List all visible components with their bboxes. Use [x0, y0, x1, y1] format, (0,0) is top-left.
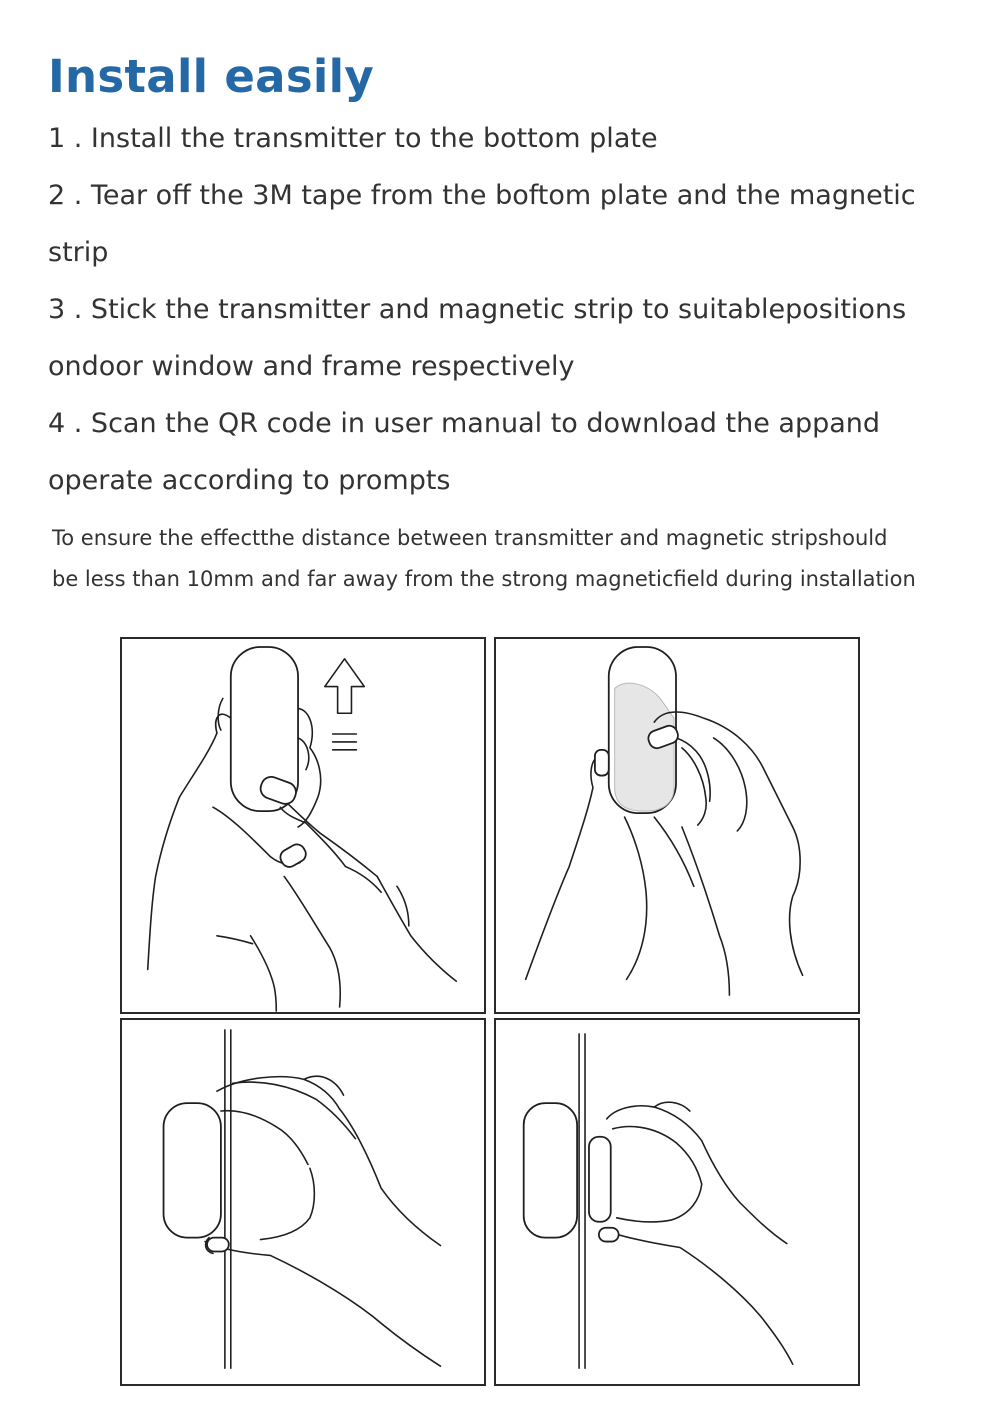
transmitter-device [524, 1103, 577, 1238]
peel-3m-tape-drawing [496, 639, 858, 1012]
step-3-text: 3 . Stick the transmitter and magnetic strip to suitablepositions [48, 294, 907, 325]
stick-transmitter-illustration [120, 1018, 486, 1386]
step-2-text-continued: strip [48, 237, 109, 268]
slide-transmitter-up-drawing [122, 639, 484, 1012]
step-1-text: 1 . Install the transmitter to the bottom plate [48, 123, 658, 154]
slide-transmitter-up-illustration [120, 637, 486, 1014]
stick-transmitter-drawing [122, 1020, 484, 1384]
transmitter-device [164, 1103, 221, 1238]
stick-magnetic-strip-drawing [496, 1020, 858, 1384]
hand-drawing [599, 1102, 793, 1364]
note-line-1: To ensure the effectthe distance between transmitter and magnetic stripshould [52, 526, 888, 550]
peel-3m-tape-illustration [494, 637, 860, 1014]
step-4-text: 4 . Scan the QR code in user manual to download the appand [48, 408, 881, 439]
hand-drawing [205, 1076, 440, 1366]
arrow-up-icon [325, 659, 365, 750]
step-3-text-continued: ondoor window and frame respectively [48, 351, 575, 382]
installation-note [52, 518, 972, 600]
magnetic-strip [589, 1137, 611, 1222]
note-line-2: be less than 10mm and far away from the strong magneticfield during installation [52, 567, 916, 591]
install-steps [48, 110, 978, 509]
stick-magnetic-strip-illustration [494, 1018, 860, 1386]
page-title: Install easily [48, 50, 375, 103]
hand-drawing [148, 698, 457, 1011]
step-2-text: 2 . Tear off the 3M tape from the boftom plate and the magnetic [48, 180, 916, 211]
step-4-text-continued: operate according to prompts [48, 465, 451, 496]
